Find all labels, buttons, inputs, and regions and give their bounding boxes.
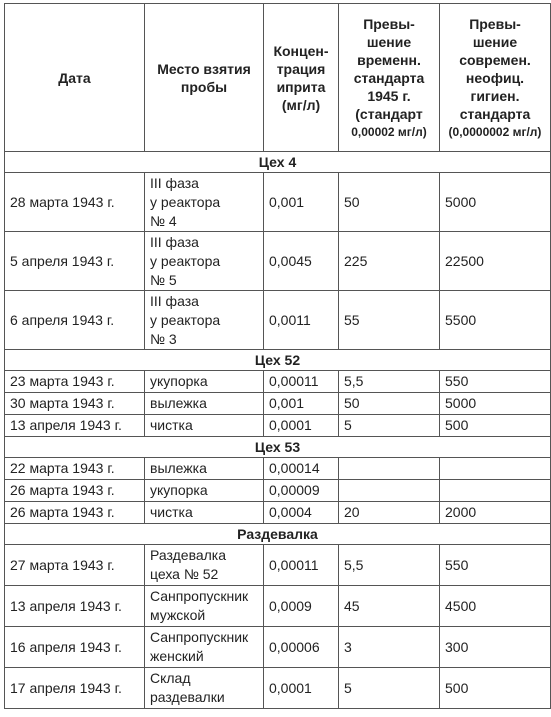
table-row — [5, 627, 551, 668]
cell-place — [145, 586, 264, 627]
cell-concentration: 0,0009 — [264, 586, 339, 627]
header-exc1945-line: (стандарт — [355, 105, 423, 122]
table-row — [5, 545, 551, 586]
cell-date: 22 марта 1943 г. — [5, 458, 145, 480]
cell-concentration: 0,00011 — [264, 371, 339, 393]
cell-concentration: 0,00009 — [264, 480, 339, 502]
cell-place — [145, 291, 264, 350]
cell-place — [145, 668, 264, 709]
cell-place-line: женский — [150, 648, 204, 664]
cell-concentration: 0,0045 — [264, 232, 339, 291]
cell-place-line: цеха № 52 — [150, 566, 219, 582]
section-row — [5, 350, 551, 371]
table-row — [5, 371, 551, 393]
header-excmodern-line: Превы- — [469, 15, 521, 32]
header-place-line: Место взятия — [157, 60, 251, 77]
cell-place-line: № 3 — [150, 330, 177, 347]
header-date — [5, 4, 145, 152]
cell-place-line: чистка — [150, 417, 193, 433]
section-row — [5, 152, 551, 173]
cell-concentration: 0,0001 — [264, 668, 339, 709]
cell-excess-modern: 22500 — [440, 232, 551, 291]
section-title: Цех 53 — [5, 437, 551, 458]
header-excmodern-line: шение — [472, 33, 518, 50]
cell-excess-1945: 3 — [339, 627, 440, 668]
cell-excess-1945: 20 — [339, 502, 440, 524]
header-place-line: пробы — [180, 78, 228, 95]
cell-date: 30 марта 1943 г. — [5, 393, 145, 415]
cell-excess-1945: 5 — [339, 415, 440, 437]
header-row — [5, 4, 551, 152]
table-row — [5, 458, 551, 480]
header-excess-modern — [440, 4, 551, 152]
cell-place-line: Раздевалка — [150, 547, 227, 563]
table-body — [5, 152, 551, 709]
cell-place-line: у реактора — [150, 193, 221, 210]
cell-date: 26 марта 1943 г. — [5, 502, 145, 524]
header-conc-line: Концен- — [273, 42, 329, 59]
cell-place — [145, 393, 264, 415]
cell-place-line: № 5 — [150, 271, 177, 288]
cell-date: 27 марта 1943 г. — [5, 545, 145, 586]
cell-place-line: укупорка — [150, 482, 208, 498]
section-row — [5, 524, 551, 545]
cell-place-line: вылежка — [150, 460, 207, 476]
header-exc1945-line: шение — [366, 33, 412, 50]
cell-concentration: 0,0004 — [264, 502, 339, 524]
header-exc1945-line: 0,00002 мг/л) — [351, 124, 427, 139]
header-excmodern-line: стандарта — [459, 105, 531, 122]
header-exc1945-line: 1945 г. — [367, 87, 411, 104]
header-exc1945-line: стандарта — [353, 69, 425, 86]
cell-date: 16 апреля 1943 г. — [5, 627, 145, 668]
cell-excess-1945: 50 — [339, 393, 440, 415]
cell-excess-modern: 2000 — [440, 502, 551, 524]
header-concentration — [264, 4, 339, 152]
cell-place-line: Санпропускник — [150, 588, 249, 604]
cell-concentration: 0,00011 — [264, 545, 339, 586]
cell-concentration: 0,00014 — [264, 458, 339, 480]
cell-excess-modern: 5000 — [440, 393, 551, 415]
cell-date: 13 апреля 1943 г. — [5, 586, 145, 627]
header-conc-line: (мг/л) — [281, 96, 321, 113]
mustard-gas-table — [4, 3, 551, 709]
cell-excess-modern: 300 — [440, 627, 551, 668]
table-row — [5, 480, 551, 502]
header-exc1945-line: Превы- — [363, 15, 415, 32]
cell-place-line: мужской — [150, 607, 206, 623]
cell-place-line: Склад — [150, 670, 191, 686]
header-conc-line: трация — [276, 60, 326, 77]
cell-date: 13 апреля 1943 г. — [5, 415, 145, 437]
table-row — [5, 668, 551, 709]
cell-concentration: 0,001 — [264, 393, 339, 415]
cell-date: 5 апреля 1943 г. — [5, 232, 145, 291]
cell-place — [145, 371, 264, 393]
cell-excess-modern: 5000 — [440, 173, 551, 232]
cell-place — [145, 480, 264, 502]
header-date-label: Дата — [58, 69, 91, 86]
cell-date: 26 марта 1943 г. — [5, 480, 145, 502]
cell-place-line: Санпропускник — [150, 629, 249, 645]
cell-date: 28 марта 1943 г. — [5, 173, 145, 232]
table-row — [5, 291, 551, 350]
section-row — [5, 437, 551, 458]
cell-concentration: 0,0011 — [264, 291, 339, 350]
cell-place — [145, 173, 264, 232]
header-excmodern-line: современ. — [459, 51, 531, 68]
cell-excess-1945 — [339, 480, 440, 502]
cell-excess-modern: 4500 — [440, 586, 551, 627]
cell-place-line: укупорка — [150, 373, 208, 389]
cell-place-line: у реактора — [150, 252, 221, 269]
cell-concentration: 0,00006 — [264, 627, 339, 668]
header-excmodern-line: неофиц. — [465, 69, 525, 86]
header-place — [145, 4, 264, 152]
cell-excess-1945 — [339, 458, 440, 480]
cell-place-line: III фаза — [150, 292, 199, 309]
cell-excess-1945: 55 — [339, 291, 440, 350]
section-title: Цех 52 — [5, 350, 551, 371]
table-row — [5, 232, 551, 291]
cell-place — [145, 545, 264, 586]
cell-excess-1945: 50 — [339, 173, 440, 232]
table-row — [5, 393, 551, 415]
section-title: Раздевалка — [5, 524, 551, 545]
section-title: Цех 4 — [5, 152, 551, 173]
cell-place — [145, 627, 264, 668]
cell-excess-1945: 5,5 — [339, 545, 440, 586]
header-excess-1945 — [339, 4, 440, 152]
cell-place — [145, 502, 264, 524]
cell-excess-1945: 5 — [339, 668, 440, 709]
cell-place-line: вылежка — [150, 395, 207, 411]
table-row — [5, 586, 551, 627]
table-row — [5, 502, 551, 524]
table-row — [5, 173, 551, 232]
cell-place-line: № 4 — [150, 212, 177, 229]
cell-excess-modern — [440, 458, 551, 480]
cell-place — [145, 415, 264, 437]
cell-place-line: у реактора — [150, 311, 221, 328]
cell-excess-modern: 550 — [440, 371, 551, 393]
cell-place — [145, 232, 264, 291]
cell-excess-modern: 500 — [440, 668, 551, 709]
cell-place-line: III фаза — [150, 233, 199, 250]
cell-concentration: 0,0001 — [264, 415, 339, 437]
header-exc1945-line: временн. — [357, 51, 421, 68]
cell-date: 23 марта 1943 г. — [5, 371, 145, 393]
cell-place-line: чистка — [150, 504, 193, 520]
cell-date: 6 апреля 1943 г. — [5, 291, 145, 350]
cell-excess-1945: 5,5 — [339, 371, 440, 393]
cell-concentration: 0,001 — [264, 173, 339, 232]
cell-excess-modern: 550 — [440, 545, 551, 586]
table-row — [5, 415, 551, 437]
cell-place-line: III фаза — [150, 174, 199, 191]
cell-excess-modern: 500 — [440, 415, 551, 437]
cell-place — [145, 458, 264, 480]
header-conc-line: иприта — [276, 78, 326, 95]
cell-excess-1945: 225 — [339, 232, 440, 291]
cell-date: 17 апреля 1943 г. — [5, 668, 145, 709]
header-excmodern-line: (0,0000002 мг/л) — [448, 124, 542, 139]
cell-excess-modern — [440, 480, 551, 502]
cell-excess-1945: 45 — [339, 586, 440, 627]
header-excmodern-line: гигиен. — [470, 87, 520, 104]
cell-place-line: раздевалки — [150, 689, 225, 705]
cell-excess-modern: 5500 — [440, 291, 551, 350]
